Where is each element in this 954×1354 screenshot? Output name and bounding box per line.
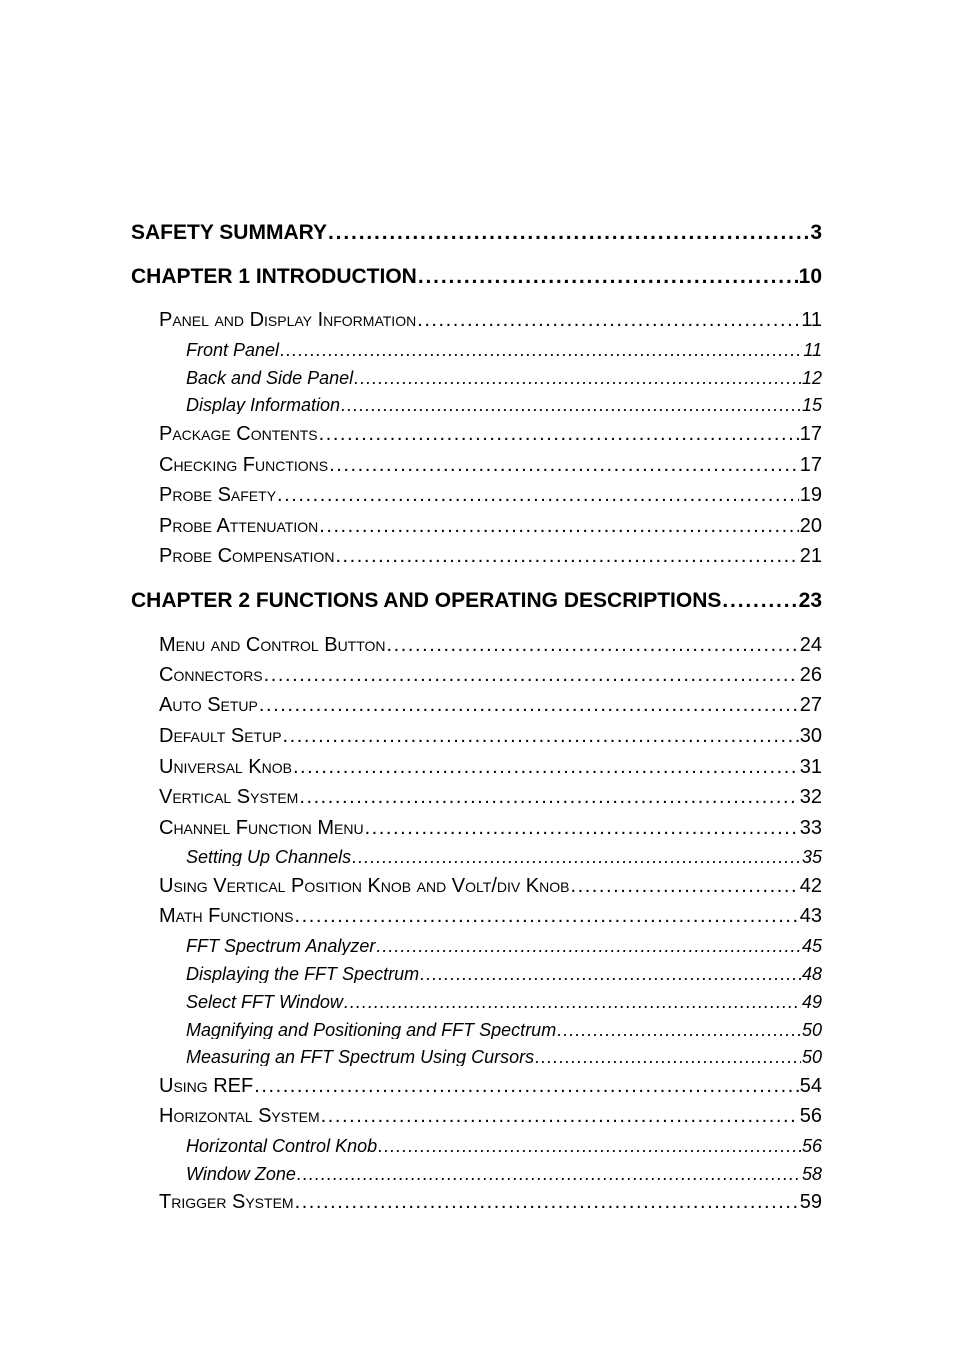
toc-leader-dots — [570, 876, 798, 896]
toc-leader-dots — [259, 695, 799, 715]
toc-entry-title: Probe Compensation — [159, 546, 335, 566]
toc-entry-page: 17 — [799, 424, 822, 444]
toc-entry-page: 3 — [810, 222, 822, 243]
toc-leader-dots — [378, 1137, 801, 1155]
toc-entry[interactable] — [186, 848, 822, 866]
toc-entry-title: Checking Functions — [159, 455, 329, 475]
toc-entry[interactable] — [186, 965, 822, 983]
toc-leader-dots — [254, 1076, 799, 1096]
toc-entry-page: 50 — [801, 1021, 822, 1039]
toc-leader-dots — [280, 341, 802, 359]
toc-entry-page: 30 — [799, 726, 822, 746]
toc-entry[interactable] — [159, 635, 822, 655]
toc-entry-title: Window Zone — [186, 1165, 296, 1183]
toc-entry[interactable] — [186, 1137, 822, 1155]
toc-entry-title: Universal Knob — [159, 757, 292, 777]
toc-entry-title: Magnifying and Positioning and FFT Spectrum — [186, 1021, 557, 1039]
toc-leader-dots — [299, 787, 798, 807]
toc-entry[interactable] — [159, 516, 822, 536]
toc-entry-page: 10 — [798, 266, 822, 287]
toc-leader-dots — [354, 369, 801, 387]
toc-entry-title: Select FFT Window — [186, 993, 343, 1011]
toc-entry-page: 24 — [799, 635, 822, 655]
toc-entry-title: CHAPTER 1 INTRODUCTION — [131, 266, 417, 287]
toc-leader-dots — [319, 516, 799, 536]
toc-leader-dots — [264, 665, 799, 685]
toc-entry-title: Measuring an FFT Spectrum Using Cursors — [186, 1048, 535, 1066]
toc-entry-page: 42 — [799, 876, 822, 896]
toc-entry[interactable] — [186, 341, 822, 359]
toc-entry-page: 31 — [799, 757, 822, 777]
toc-entry[interactable] — [186, 1048, 822, 1066]
toc-leader-dots — [420, 965, 801, 983]
toc-entry-page: 11 — [801, 310, 822, 330]
toc-leader-dots — [376, 937, 801, 955]
toc-leader-dots — [293, 757, 799, 777]
toc-leader-dots — [335, 546, 798, 566]
toc-leader-dots — [535, 1048, 801, 1066]
toc-leader-dots — [557, 1021, 801, 1039]
toc-entry-title: Package Contents — [159, 424, 318, 444]
toc-entry-page: 11 — [803, 341, 822, 359]
toc-entry[interactable] — [159, 485, 822, 505]
toc-entry-page: 43 — [799, 906, 822, 926]
toc-entry[interactable] — [159, 455, 822, 475]
toc-entry-title: Using REF — [159, 1076, 254, 1096]
toc-entry[interactable] — [131, 590, 822, 611]
toc-entry-title: Auto Setup — [159, 695, 258, 715]
toc-leader-dots — [321, 1106, 799, 1126]
toc-entry[interactable] — [131, 222, 822, 243]
toc-entry-title: Setting Up Channels — [186, 848, 352, 866]
toc-entry-title: Using Vertical Position Knob and Volt/div Knob — [159, 876, 570, 896]
toc-leader-dots — [365, 818, 799, 838]
toc-entry-title: Displaying the FFT Spectrum — [186, 965, 420, 983]
toc-entry-page: 21 — [799, 546, 822, 566]
toc-entry[interactable] — [159, 726, 822, 746]
toc-entry-title: FFT Spectrum Analyzer — [186, 937, 376, 955]
toc-leader-dots — [352, 848, 801, 866]
toc-entry-title: CHAPTER 2 FUNCTIONS AND OPERATING DESCRIPTIONS — [131, 590, 722, 611]
toc-entry[interactable] — [159, 310, 822, 330]
toc-entry-page: 15 — [801, 396, 822, 414]
toc-entry[interactable] — [159, 787, 822, 807]
toc-entry[interactable] — [159, 818, 822, 838]
toc-leader-dots — [328, 222, 809, 243]
toc-entry-page: 33 — [799, 818, 822, 838]
toc-entry-title: Channel Function Menu — [159, 818, 364, 838]
toc-entry-title: Connectors — [159, 665, 263, 685]
toc-leader-dots — [295, 1192, 799, 1212]
toc-leader-dots — [329, 455, 799, 475]
toc-entry-title: Horizontal System — [159, 1106, 320, 1126]
toc-entry[interactable] — [186, 993, 822, 1011]
toc-leader-dots — [344, 993, 801, 1011]
toc-entry-page: 58 — [801, 1165, 822, 1183]
toc-entry-title: Menu and Control Button — [159, 635, 386, 655]
toc-entry-title: Trigger System — [159, 1192, 294, 1212]
toc-entry[interactable] — [186, 1021, 822, 1039]
toc-entry[interactable] — [159, 1106, 822, 1126]
toc-entry-title: SAFETY SUMMARY — [131, 222, 328, 243]
toc-entry-page: 54 — [799, 1076, 822, 1096]
toc-entry-page: 23 — [798, 590, 822, 611]
toc-entry[interactable] — [159, 546, 822, 566]
toc-entry[interactable] — [159, 1076, 822, 1096]
toc-entry[interactable] — [159, 876, 822, 896]
toc-entry-page: 20 — [799, 516, 822, 536]
toc-entry-page: 48 — [801, 965, 822, 983]
toc-entry[interactable] — [131, 266, 822, 287]
toc-entry-page: 26 — [799, 665, 822, 685]
toc-leader-dots — [297, 1165, 801, 1183]
toc-leader-dots — [387, 635, 799, 655]
toc-entry[interactable] — [159, 665, 822, 685]
toc-entry[interactable] — [186, 369, 822, 387]
toc-entry-title: Panel and Display Information — [159, 310, 417, 330]
toc-entry-page: 59 — [799, 1192, 822, 1212]
toc-entry[interactable] — [186, 937, 822, 955]
toc-leader-dots — [341, 396, 801, 414]
toc-entry-title: Front Panel — [186, 341, 280, 359]
toc-entry-title: Horizontal Control Knob — [186, 1137, 378, 1155]
toc-entry-page: 12 — [801, 369, 822, 387]
toc-entry-page: 56 — [799, 1106, 822, 1126]
toc-entry[interactable] — [159, 424, 822, 444]
toc-leader-dots — [417, 310, 800, 330]
toc-entry-title: Default Setup — [159, 726, 282, 746]
toc-entry-page: 56 — [801, 1137, 822, 1155]
toc-entry-title: Vertical System — [159, 787, 299, 807]
toc-entry-page: 27 — [799, 695, 822, 715]
toc-entry[interactable] — [186, 1165, 822, 1183]
toc-entry-title: Probe Attenuation — [159, 516, 319, 536]
toc-entry-page: 50 — [801, 1048, 822, 1066]
toc-entry[interactable] — [159, 695, 822, 715]
toc-entry-page: 19 — [799, 485, 822, 505]
toc-entry-page: 17 — [799, 455, 822, 475]
toc-leader-dots — [295, 906, 799, 926]
toc-entry-page: 32 — [799, 787, 822, 807]
toc-leader-dots — [319, 424, 799, 444]
toc-entry-page: 45 — [801, 937, 822, 955]
toc-entry-title: Math Functions — [159, 906, 294, 926]
toc-entry[interactable] — [159, 1192, 822, 1212]
toc-leader-dots — [277, 485, 799, 505]
toc-leader-dots — [722, 590, 797, 611]
toc-entry[interactable] — [159, 757, 822, 777]
toc-leader-dots — [283, 726, 799, 746]
toc-entry-title: Display Information — [186, 396, 341, 414]
toc-entry-page: 35 — [801, 848, 822, 866]
toc-entry[interactable] — [159, 906, 822, 926]
toc-entry-page: 49 — [801, 993, 822, 1011]
toc-entry-title: Probe Safety — [159, 485, 277, 505]
toc-leader-dots — [418, 266, 798, 287]
toc-entry[interactable] — [186, 396, 822, 414]
toc-entry-title: Back and Side Panel — [186, 369, 354, 387]
